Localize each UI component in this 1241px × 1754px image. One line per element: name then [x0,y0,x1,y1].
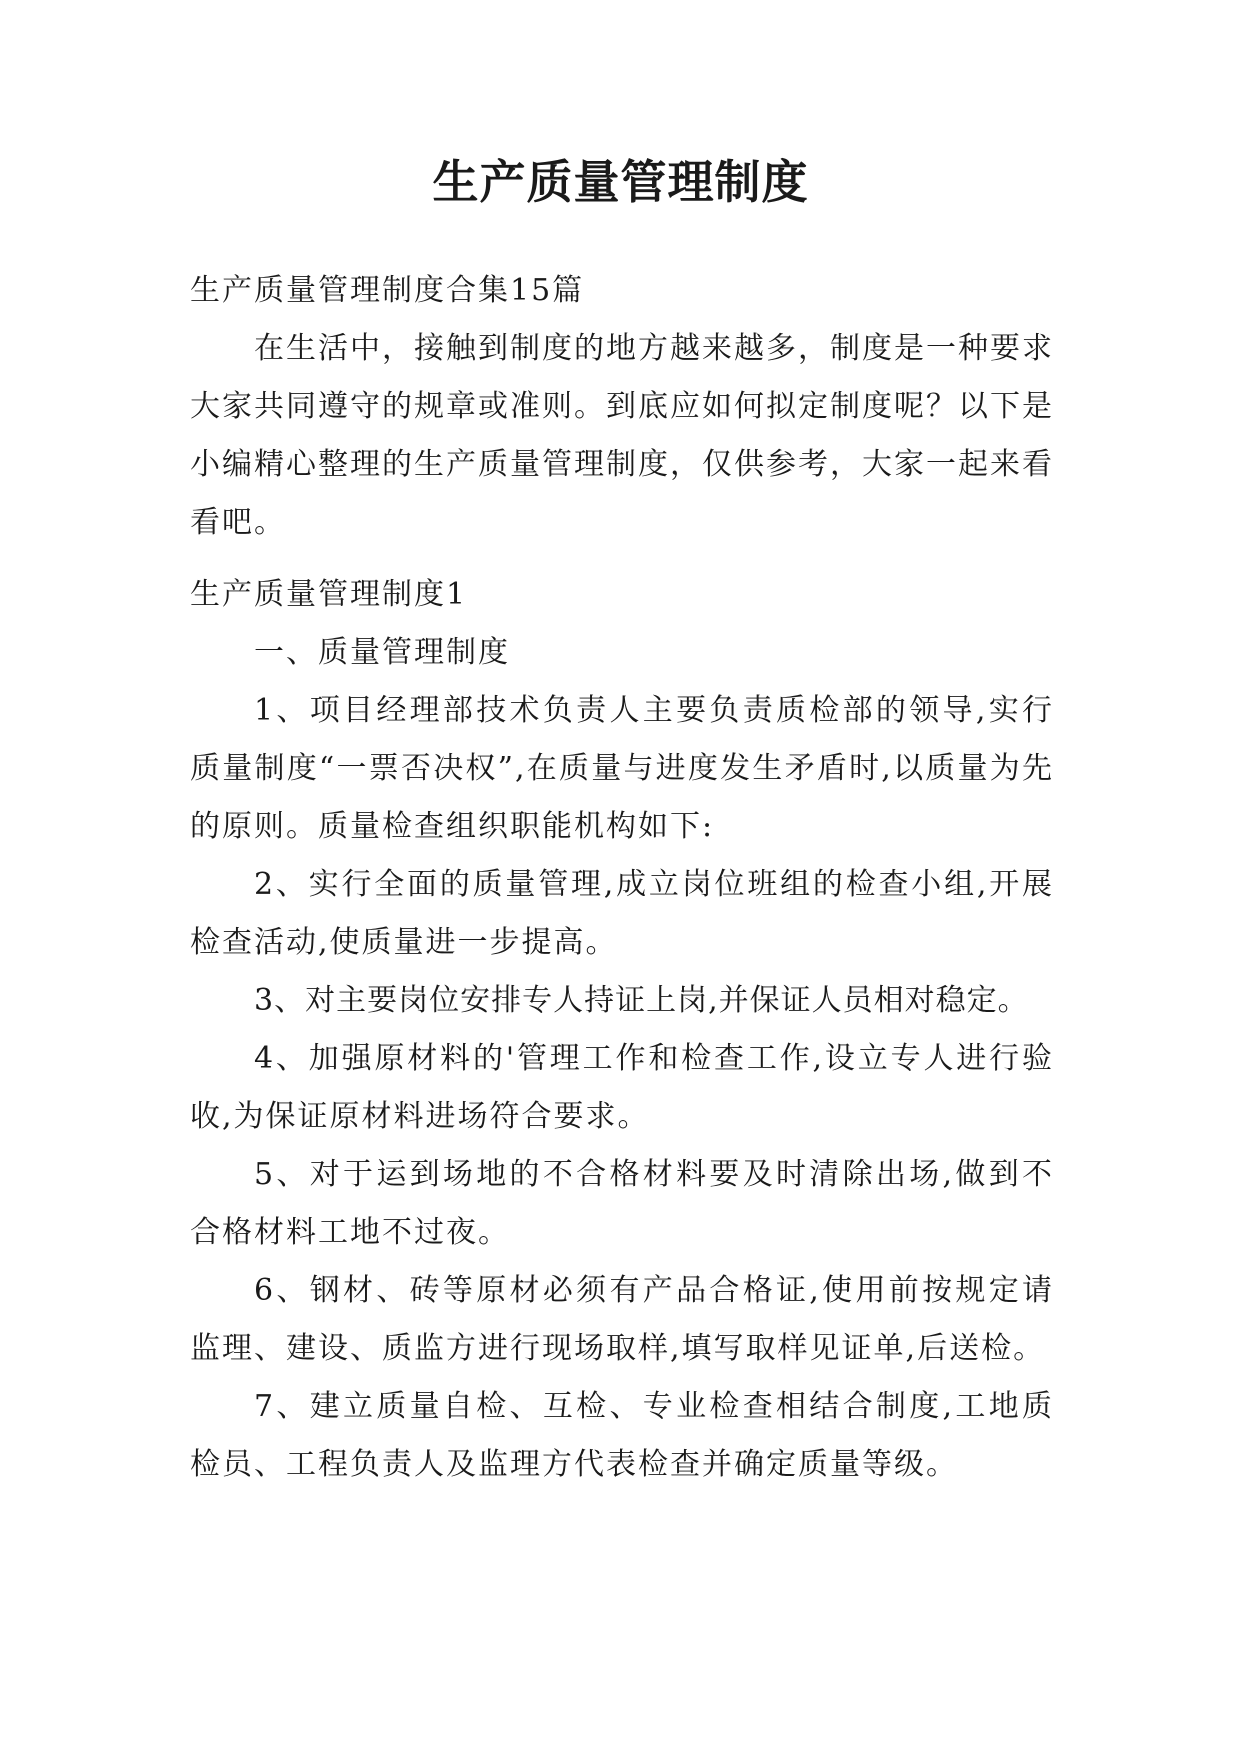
list-item: 6、钢材、砖等原材必须有产品合格证,使用前按规定请监理、建设、质监方进行现场取样,填写取样见证单,后送检。 [190,1273,1054,1366]
section-1-heading: 生产质量管理制度1 [190,577,468,612]
list-item: 7、建立质量自检、互检、专业检查相结合制度,工地质检员、工程负责人及监理方代表检查并确定质量等级。 [190,1389,1054,1482]
section-1-subheading: 一、质量管理制度 [254,635,510,670]
document-subtitle: 生产质量管理制度合集15篇 [190,273,585,308]
list-item: 2、实行全面的质量管理,成立岗位班组的检查小组,开展检查活动,使质量进一步提高。 [190,867,1054,960]
list-item: 4、加强原材料的'管理工作和检查工作,设立专人进行验收,为保证原材料进场符合要求。 [190,1041,1054,1134]
intro-block [190,262,1054,552]
document-title: 生产质量管理制度 [432,155,809,209]
intro-paragraph: 在生活中，接触到制度的地方越来越多，制度是一种要求大家共同遵守的规章或准则。到底应如何拟定制度呢？以下是小编精心整理的生产质量管理制度，仅供参考，大家一起来看看吧。 [190,331,1054,540]
list-item: 1、项目经理部技术负责人主要负责质检部的领导,实行质量制度“一票否决权”,在质量与进度发生矛盾时,以质量为先的原则。质量检查组织职能机构如下: [190,693,1054,844]
section-1 [190,566,1054,1494]
list-item: 3、对主要岗位安排专人持证上岗,并保证人员相对稳定。 [254,983,1029,1018]
list-item: 5、对于运到场地的不合格材料要及时清除出场,做到不合格材料工地不过夜。 [190,1157,1054,1250]
